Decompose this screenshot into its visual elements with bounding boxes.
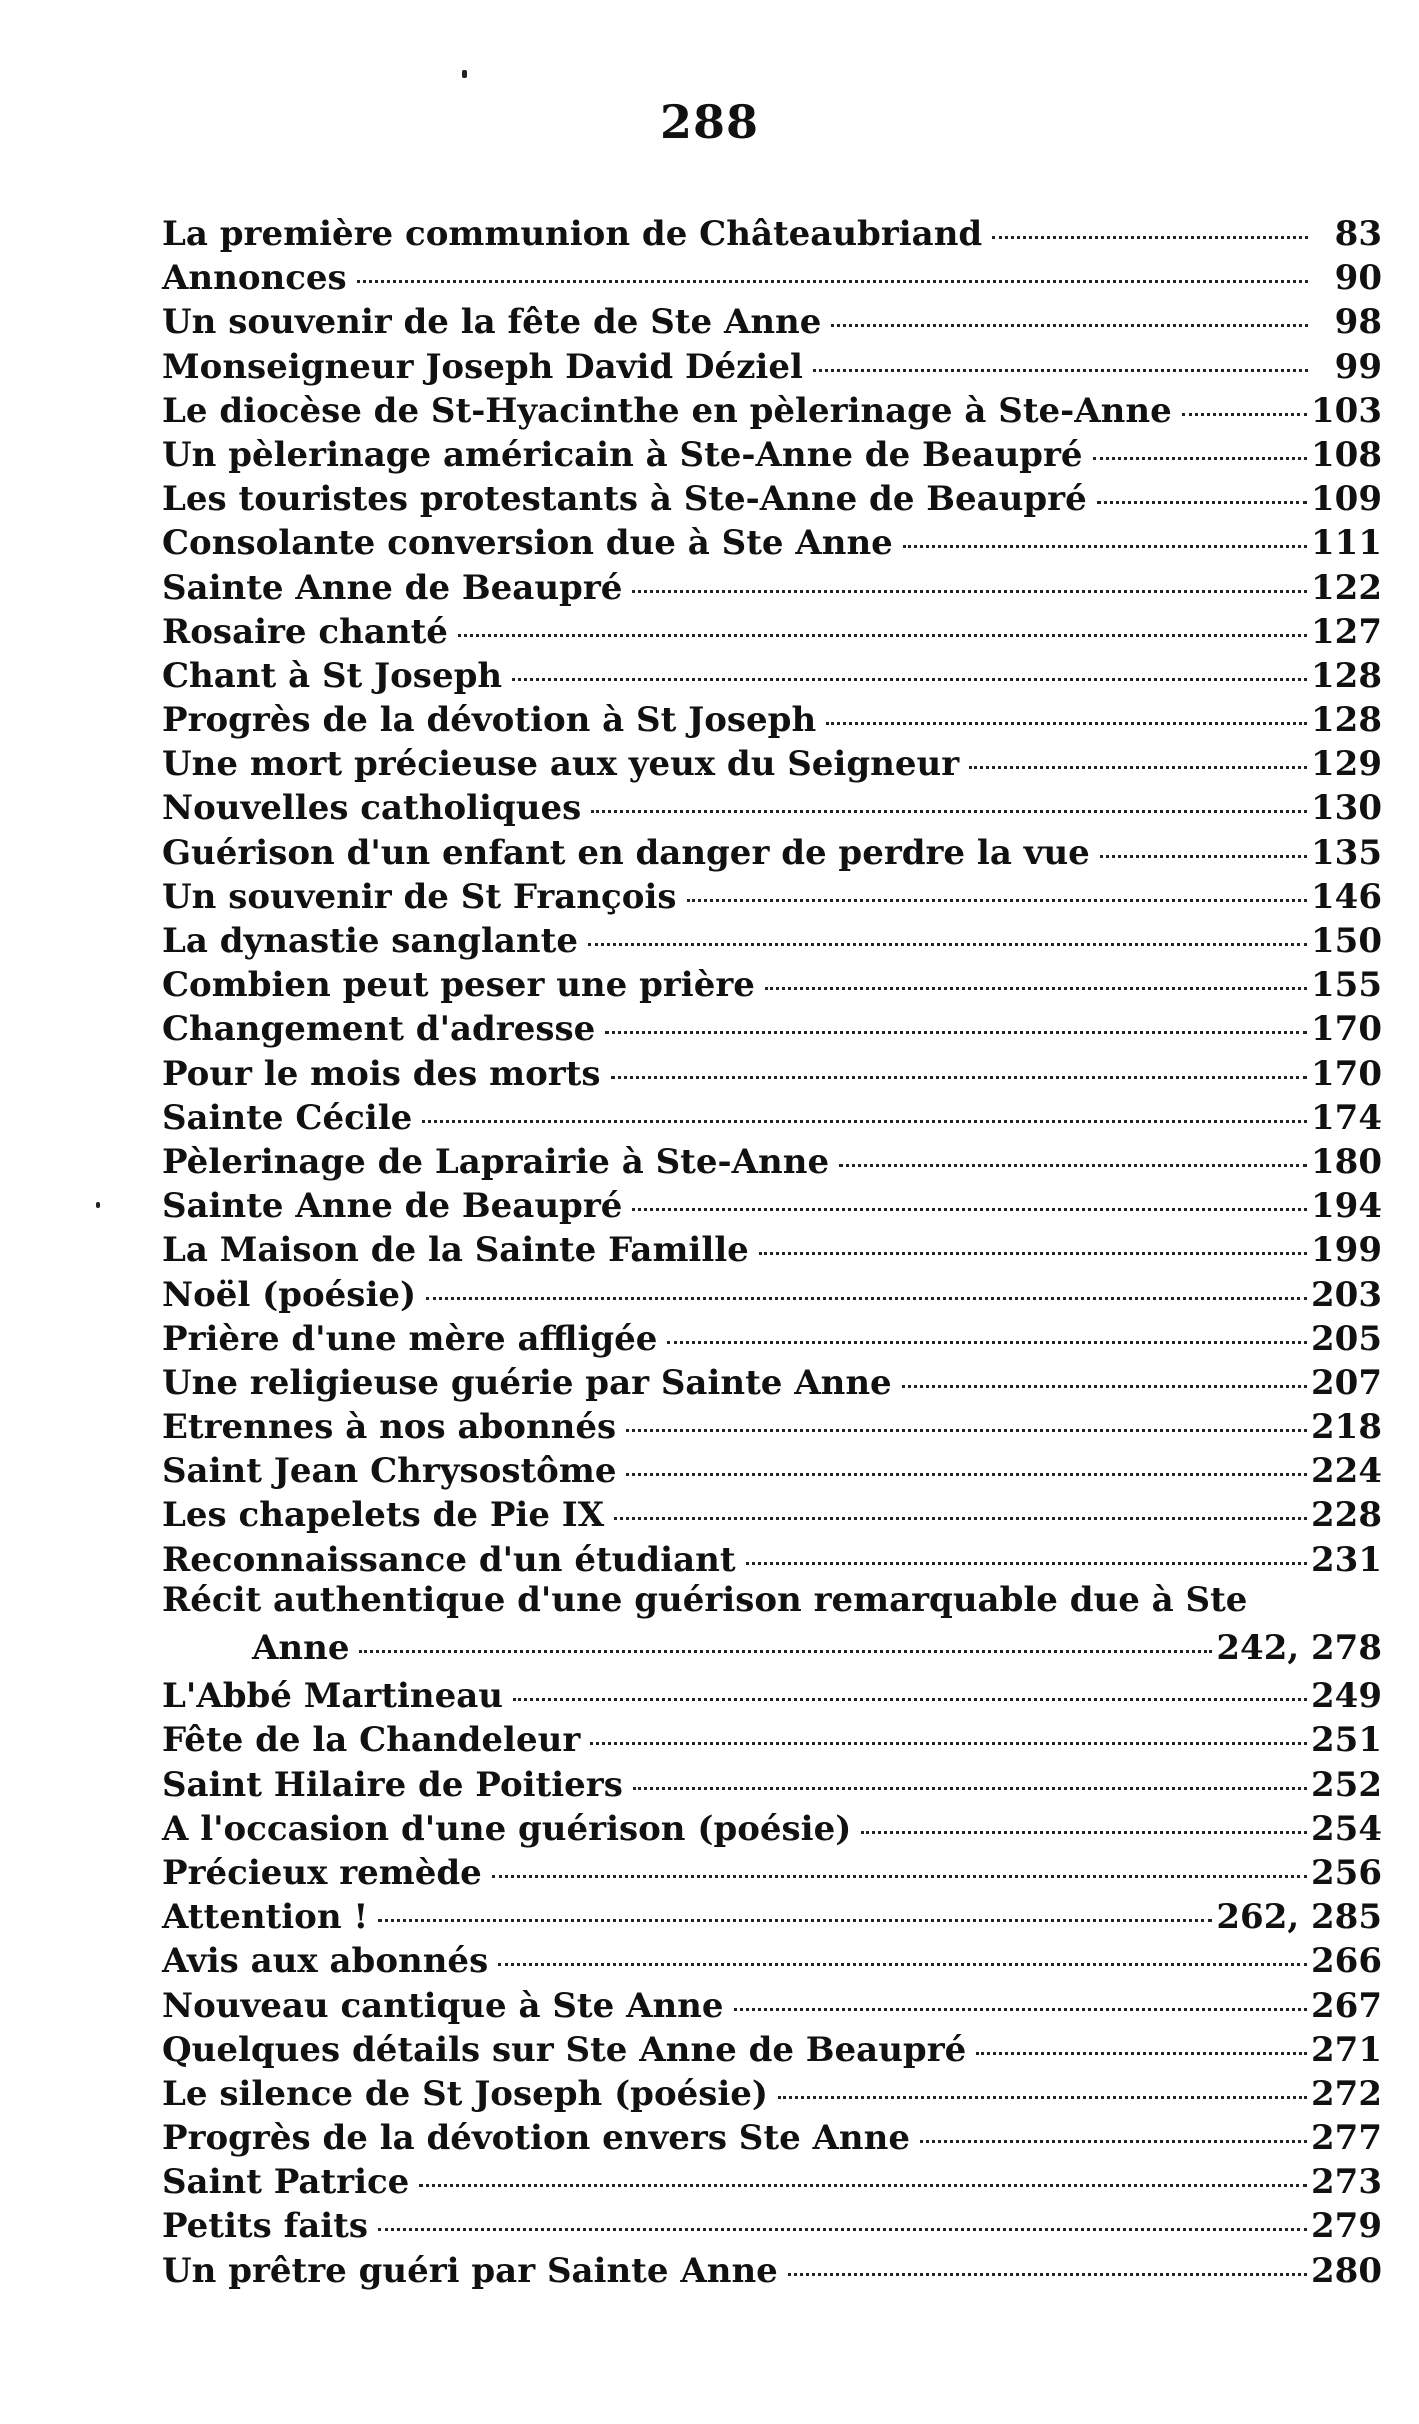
dot-leader	[588, 909, 1307, 946]
entry-title: Attention !	[162, 1897, 369, 1938]
entry-title: Un souvenir de la fête de Ste Anne	[162, 302, 822, 343]
dot-leader	[734, 1974, 1307, 2011]
dot-leader	[611, 1042, 1307, 1079]
dot-leader	[788, 2239, 1307, 2276]
entry-title: Monseigneur Joseph David Déziel	[162, 346, 803, 387]
entry-title: Etrennes à nos abonnés	[162, 1407, 617, 1448]
entry-title: La première communion de Châteaubriand	[162, 214, 983, 254]
entry-title: Noël (poésie)	[162, 1274, 417, 1315]
entry-title: Chant à St Joseph	[162, 655, 503, 696]
entry-title: Sainte Cécile	[162, 1097, 413, 1138]
dot-leader	[778, 2062, 1307, 2099]
dot-leader	[903, 511, 1307, 548]
entry-page: 194	[1311, 1186, 1382, 1227]
entry-page: 266	[1311, 1941, 1382, 1982]
entry-title: Le diocèse de St-Hyacinthe en pèlerinage à Ste-Anne	[162, 390, 1172, 431]
entry-page: 207	[1311, 1362, 1382, 1403]
entry-page: 199	[1311, 1230, 1382, 1271]
entry-page: 122	[1311, 567, 1382, 608]
entry-title: Un prêtre guéri par Sainte Anne	[162, 2250, 778, 2291]
dot-leader	[902, 1351, 1307, 1388]
entry-title: La dynastie sanglante	[162, 921, 578, 961]
table-of-contents	[162, 208, 1382, 2289]
entry-page: 98	[1334, 302, 1382, 343]
dot-leader	[1097, 467, 1307, 504]
toc-entry	[162, 2245, 1382, 2289]
entry-title: Prière d'une mère affligée	[162, 1318, 658, 1359]
entry-page: 170	[1311, 1009, 1382, 1050]
entry-page: 273	[1311, 2162, 1382, 2203]
entry-title: Reconnaissance d'un étudiant	[162, 1539, 736, 1580]
dot-leader	[920, 2106, 1307, 2143]
dot-leader	[759, 1218, 1307, 1255]
entry-title: Saint Hilaire de Poitiers	[162, 1764, 623, 1805]
entry-title: Les touristes protestants à Ste-Anne de Beaupré	[162, 479, 1087, 520]
entry-title: Progrès de la dévotion à St Joseph	[162, 700, 817, 741]
page-number: 288	[659, 95, 760, 149]
entry-page: 249	[1311, 1676, 1382, 1717]
dot-leader	[969, 732, 1307, 769]
entry-title: Une mort précieuse aux yeux du Seigneur	[162, 744, 960, 785]
print-speck	[96, 1202, 100, 1208]
entry-page: 251	[1311, 1720, 1382, 1761]
entry-page: 203	[1311, 1274, 1382, 1315]
entry-title: Avis aux abonnés	[162, 1941, 489, 1982]
dot-leader	[633, 1753, 1307, 1790]
entry-page: 170	[1311, 1053, 1382, 1094]
entry-page: 83	[1334, 214, 1382, 254]
entry-page: 280	[1311, 2250, 1382, 2291]
dot-leader	[614, 1483, 1307, 1520]
dot-leader	[813, 335, 1308, 372]
entry-page: 174	[1311, 1097, 1382, 1138]
entry-page: 155	[1311, 965, 1382, 1006]
entry-title: Les chapelets de Pie IX	[162, 1495, 605, 1536]
entry-page: 267	[1311, 1985, 1382, 2026]
dot-leader	[492, 1841, 1307, 1878]
entry-title: Le silence de St Joseph (poésie)	[162, 2073, 769, 2114]
dot-leader	[626, 1395, 1307, 1432]
dot-leader	[605, 997, 1307, 1034]
entry-page: 129	[1311, 744, 1382, 785]
dot-leader	[976, 2018, 1307, 2055]
entry-page: 135	[1311, 832, 1382, 873]
entry-title: La Maison de la Sainte Famille	[162, 1230, 749, 1271]
entry-title: Saint Patrice	[162, 2162, 410, 2203]
entry-title: Un souvenir de St François	[162, 876, 677, 917]
dot-leader	[746, 1528, 1307, 1565]
entry-title: Guérison d'un enfant en danger de perdre la vue	[162, 832, 1090, 873]
entry-title: A l'occasion d'une guérison (poésie)	[162, 1808, 852, 1849]
dot-leader	[498, 1929, 1307, 1966]
entry-title-continuation: Anne	[252, 1628, 350, 1668]
entry-title: Une religieuse guérie par Sainte Anne	[162, 1362, 892, 1403]
entry-page: 99	[1334, 346, 1382, 387]
entry-page: 128	[1311, 700, 1382, 741]
entry-page: 180	[1311, 1141, 1382, 1182]
entry-title: Pèlerinage de Laprairie à Ste-Anne	[162, 1141, 830, 1182]
entry-page: 127	[1311, 611, 1382, 652]
dot-leader	[839, 1130, 1307, 1167]
dot-leader	[426, 1263, 1307, 1300]
dot-leader	[419, 2150, 1307, 2187]
entry-title: Petits faits	[162, 2206, 369, 2247]
dot-leader	[632, 556, 1307, 593]
dot-leader	[422, 1086, 1307, 1123]
entry-page: 146	[1311, 876, 1382, 917]
entry-title: Récit authentique d'une guérison remarquable due à Ste	[162, 1579, 1248, 1620]
dot-leader	[357, 246, 1308, 283]
dot-leader	[1093, 423, 1308, 460]
entry-page: 150	[1311, 921, 1382, 961]
entry-page: 205	[1311, 1318, 1382, 1359]
entry-page: 108	[1311, 434, 1382, 475]
dot-leader	[378, 1885, 1212, 1922]
dot-leader	[831, 290, 1308, 327]
entry-title: Quelques détails sur Ste Anne de Beaupré	[162, 2029, 967, 2070]
entry-title: Un pèlerinage américain à Ste-Anne de Beaupré	[162, 434, 1083, 475]
toc-entry	[162, 1534, 1382, 1578]
entry-page: 130	[1311, 788, 1382, 829]
dot-leader	[458, 600, 1307, 637]
entry-page: 271	[1311, 2029, 1382, 2070]
entry-page: 218	[1311, 1407, 1382, 1448]
entry-page: 262, 285	[1216, 1897, 1382, 1938]
dot-leader	[861, 1797, 1307, 1834]
dot-leader	[826, 688, 1307, 725]
entry-title: Fête de la Chandeleur	[162, 1720, 581, 1761]
entry-page: 228	[1311, 1495, 1382, 1536]
entry-title: Précieux remède	[162, 1852, 482, 1893]
dot-leader	[632, 1174, 1307, 1211]
entry-title: Sainte Anne de Beaupré	[162, 1186, 623, 1227]
entry-page: 256	[1311, 1852, 1382, 1893]
dot-leader	[378, 2194, 1307, 2231]
entry-title: Nouvelles catholiques	[162, 788, 582, 829]
entry-page: 224	[1311, 1451, 1382, 1492]
dot-leader	[687, 865, 1308, 902]
entry-title: Saint Jean Chrysostôme	[162, 1451, 617, 1492]
dot-leader	[626, 1439, 1307, 1476]
entry-title: Combien peut peser une prière	[162, 965, 755, 1006]
entry-page: 109	[1311, 479, 1382, 520]
entry-page: 231	[1311, 1539, 1382, 1580]
entry-title: Pour le mois des morts	[162, 1053, 601, 1094]
print-speck	[462, 70, 467, 78]
entry-title: Progrès de la dévotion envers Ste Anne	[162, 2118, 910, 2159]
dot-leader	[513, 1664, 1307, 1701]
dot-leader	[590, 1708, 1307, 1745]
entry-page: 128	[1311, 655, 1382, 696]
entry-title: Annonces	[162, 258, 347, 299]
entry-page: 277	[1311, 2118, 1382, 2159]
entry-page: 279	[1311, 2206, 1382, 2247]
entry-page: 252	[1311, 1764, 1382, 1805]
dot-leader	[591, 776, 1307, 813]
entry-page: 111	[1311, 523, 1382, 564]
entry-page: 254	[1311, 1808, 1382, 1849]
entry-title: L'Abbé Martineau	[162, 1676, 504, 1717]
dot-leader	[1182, 379, 1307, 416]
entry-title: Sainte Anne de Beaupré	[162, 567, 623, 608]
entry-title: Consolante conversion due à Ste Anne	[162, 523, 893, 564]
entry-page: 272	[1311, 2073, 1382, 2114]
entry-page: 242, 278	[1216, 1628, 1382, 1668]
dot-leader	[1100, 821, 1307, 858]
entry-title: Rosaire chanté	[162, 611, 448, 652]
dot-leader	[512, 644, 1307, 681]
entry-title: Nouveau cantique à Ste Anne	[162, 1985, 724, 2026]
toc-entry-continuation	[162, 1622, 1382, 1670]
entry-title: Changement d'adresse	[162, 1009, 596, 1050]
entry-page: 103	[1311, 390, 1382, 431]
dot-leader	[765, 953, 1307, 990]
dot-leader	[992, 202, 1308, 239]
dot-leader	[667, 1307, 1307, 1344]
entry-page: 90	[1334, 258, 1382, 299]
dot-leader	[359, 1616, 1212, 1653]
